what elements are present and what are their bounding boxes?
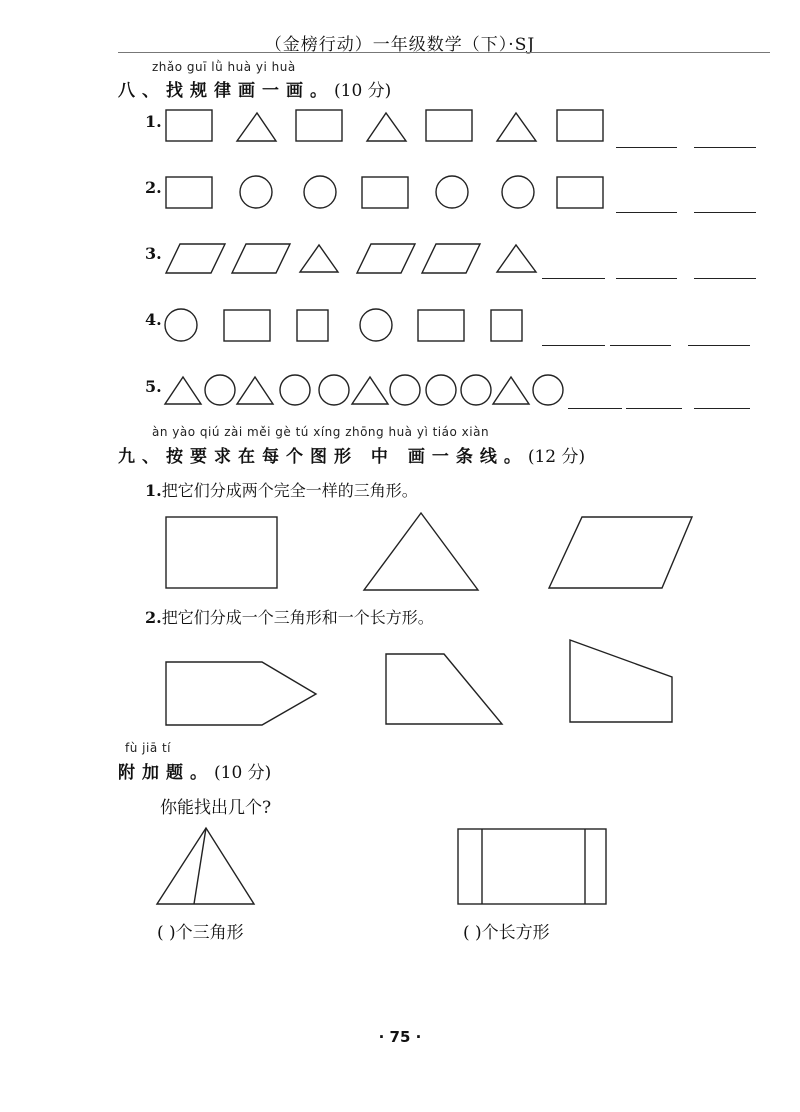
triangle-figure xyxy=(157,828,254,904)
divider-line xyxy=(194,828,206,904)
row5-number: 5. xyxy=(145,377,162,396)
q1-text: 把它们分成两个完全一样的三角形。 xyxy=(161,481,418,500)
q1-number: 1. xyxy=(145,481,162,500)
triangle-count-answer[interactable]: ( )个三角形 xyxy=(157,923,244,943)
row3-number: 3. xyxy=(145,244,162,263)
q2-text: 把它们分成一个三角形和一个长方形。 xyxy=(161,608,434,627)
section8-title-text: 八、找规律画一画。 xyxy=(118,81,334,101)
row4-number: 4. xyxy=(145,310,162,329)
section9-points: (12 分) xyxy=(527,447,586,467)
row1-number: 1. xyxy=(145,112,162,131)
bonus-title-text: 附加题。 xyxy=(118,763,214,783)
rectangle-figure xyxy=(458,829,606,904)
section8-points: (10 分) xyxy=(334,81,392,101)
section9-pinyin: àn yào qiú zài měi gè tú xíng zhōng huà yì tiáo xiàn xyxy=(152,425,490,439)
bonus-question: 你能找出几个? xyxy=(160,798,272,818)
q2-number: 2. xyxy=(145,608,162,627)
bonus-pinyin: fù jiā tí xyxy=(125,741,172,755)
bonus-points: (10 分) xyxy=(214,763,272,783)
rectangle-count-answer[interactable]: ( )个长方形 xyxy=(463,923,550,943)
page-header: （金榜行动）一年级数学（下）·SJ xyxy=(264,35,536,55)
page-number: · 75 · xyxy=(378,1028,422,1046)
section8-pinyin: zhǎo guī lǜ huà yi huà xyxy=(152,60,296,74)
row2-number: 2. xyxy=(145,178,162,197)
section9-title-text: 九、按要求在每个图形 中 画一条线。 xyxy=(118,447,528,467)
